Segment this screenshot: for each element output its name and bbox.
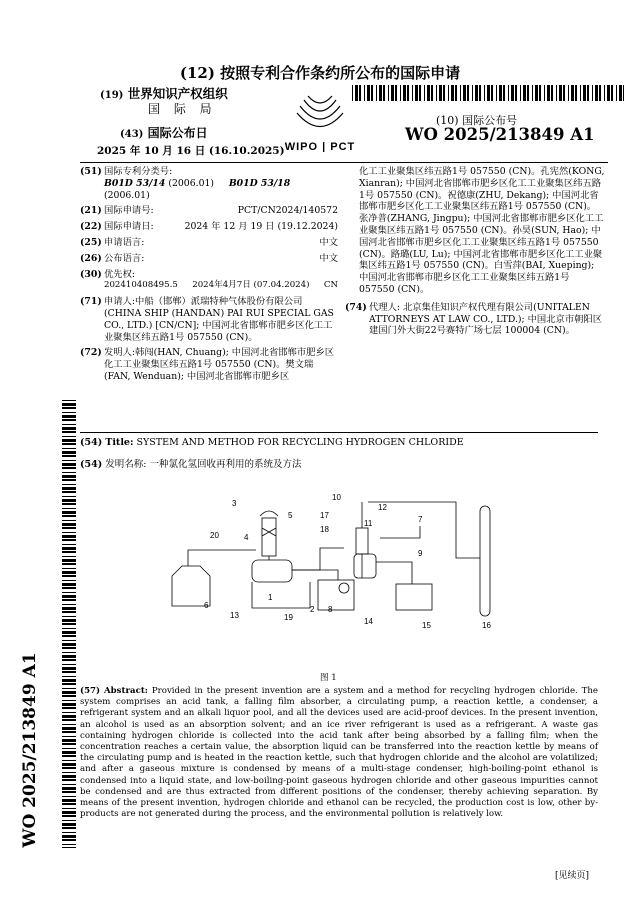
barcode-bar (62, 784, 76, 785)
barcode-bar (551, 85, 553, 101)
ipc-code-1: B01D 53/14 (104, 177, 166, 189)
field-74 (345, 302, 605, 337)
barcode-bar (62, 400, 76, 401)
field-number: (54) (80, 459, 103, 470)
field-label: 优先权: (104, 268, 136, 280)
barcode-bar (496, 85, 497, 101)
barcode-bar (62, 640, 76, 641)
barcode-bar (62, 539, 76, 541)
barcode-bar (623, 85, 624, 101)
barcode-bar (62, 655, 76, 658)
barcode-bar (580, 85, 581, 101)
barcode-bar (62, 832, 76, 833)
barcode-bar (455, 85, 457, 101)
barcode-bar (62, 659, 76, 661)
title-text: 一种氯化氢回收再利用的系统及方法 (149, 459, 302, 470)
barcode-bar (62, 556, 76, 557)
condenser-shape (356, 528, 368, 554)
figure-label-8: 8 (328, 605, 333, 614)
barcode-bar (62, 568, 76, 569)
pubno-label: (10) 国际公布号 (436, 114, 518, 127)
barcode-bar (563, 85, 565, 101)
barcode-bar (463, 85, 466, 101)
barcode-bar (62, 475, 76, 478)
ipc-date-1: (2006.01) (168, 177, 215, 189)
barcode-bar (62, 647, 76, 649)
barcode-bar (62, 575, 76, 577)
figure-label-15: 15 (422, 621, 431, 630)
barcode-bar (523, 85, 526, 101)
barcode-bar (62, 559, 76, 562)
field-number: (54) (80, 437, 103, 448)
reaction-kettle-shape (354, 554, 376, 578)
barcode-bar (547, 85, 550, 101)
barcode-bar (62, 443, 76, 445)
barcode-bar (407, 85, 409, 101)
filing-date: 2024 年 12 月 19 日 (19.12.2024) (184, 221, 338, 233)
figure-label-6: 6 (204, 601, 209, 610)
barcode-bar (592, 85, 593, 101)
barcode-bar (62, 496, 76, 497)
barcode-bar (62, 844, 76, 845)
field-21 (80, 205, 338, 217)
barcode-bar (62, 544, 76, 545)
barcode-bar (62, 767, 76, 769)
priority-country: CN (323, 280, 338, 291)
barcode-bar (62, 415, 76, 418)
barcode-bar (508, 85, 509, 101)
figure-label-2: 2 (310, 605, 315, 614)
priority-date: 2024年4月7日 (07.04.2024) (192, 280, 310, 291)
barcode-bar (491, 85, 493, 101)
bibliographic-right-column (345, 166, 605, 341)
barcode-bar (400, 85, 401, 101)
barcode-bar (62, 515, 76, 517)
barcode-bar (62, 484, 76, 485)
barcode-bar (62, 703, 76, 706)
barcode-bar (527, 85, 529, 101)
figure-label-20: 20 (210, 531, 219, 540)
field-30 (80, 269, 338, 293)
barcode-bar (62, 455, 76, 457)
barcode-bar (599, 85, 601, 101)
barcode-bar (436, 85, 437, 101)
barcode-bar (62, 712, 76, 713)
barcode-bar (539, 85, 541, 101)
barcode-bar (607, 85, 610, 101)
barcode-bar (619, 85, 622, 101)
barcode-bar (487, 85, 490, 101)
barcode-bar (448, 85, 449, 101)
inventors-text: 发明人:韩闯(HAN, Chuang); 中国河北省邯郸市肥乡区化工工业聚集区纬五路1号 057550 (CN)。樊文瑞(FAN, Wenduan); 中国河北省邯郸市肥乡区 (104, 347, 335, 382)
barcode-bar (587, 85, 589, 101)
barcode-bar (403, 85, 406, 101)
barcode-bar (575, 85, 577, 101)
barcode-bar (460, 85, 461, 101)
barcode-bar (379, 85, 382, 101)
barcode-bar (544, 85, 545, 101)
barcode-bar (62, 743, 76, 745)
barcode-bar (62, 635, 76, 637)
barcode-bar (391, 85, 394, 101)
barcode-bar (62, 424, 76, 425)
barcode-bar (62, 671, 76, 673)
barcode-bar (352, 85, 353, 101)
figure-label-14: 14 (364, 617, 373, 626)
logo-text: WIPO | PCT (284, 141, 356, 152)
field-26 (80, 253, 338, 265)
barcode-bar (62, 664, 76, 665)
field-label: 国际申请日: (104, 221, 154, 233)
barcode-bar (62, 815, 76, 817)
field-label: 国际申请号: (104, 205, 154, 217)
barcode-bar (427, 85, 430, 101)
barcode-bar (62, 775, 76, 778)
barcode-bar (376, 85, 377, 101)
agent-text: 代理人: 北京集佳知识产权代理有限公司(UNITALEN ATTORNEYS AT LAW CO., LTD.); 中国北京市朝阳区建国门外大街22号赛特广场七层 100004 (CN)。 (369, 301, 603, 337)
figure-label-3: 3 (232, 499, 237, 508)
barcode-bar (62, 691, 76, 694)
priority-number: 202410408495.5 (104, 280, 178, 291)
field-number: (22) (80, 221, 102, 233)
inventors-continued: 化工工业聚集区纬五路1号 057550 (CN)。孔宪然(KONG, Xianran); 中国河北省邯郸市肥乡区化工工业聚集区纬五路1号 057550 (CN)。祝德康(ZHU, Dekang); 中国河北省邯郸市肥乡区化工工业聚集区纬五路1号 057550 (CN)。张净普(ZHANG, Jingpu); 中国河北省邯郸市肥乡区化工工业聚集区纬五路1号 057550 (CN)。孙昊(SUN, Hao); 中国河北省邯郸市肥乡区化工工业聚集区纬五路1号 057550 (CN)。路璐(LU, Lu); 中国河北省邯郸市肥乡区化工工业聚集区纬五路1号 057550 (CN)。白雪萍(BAI, Xueping); 中国河北省邯郸市肥乡区化工工业聚集区纬五路1号 057550 (CN)。 (359, 166, 605, 295)
barcode-bar (443, 85, 445, 101)
barcode-bar (62, 715, 76, 718)
barcode-bar (62, 763, 76, 766)
barcode-bar (383, 85, 385, 101)
barcode-bar (364, 85, 365, 101)
barcode-bar (62, 628, 76, 629)
applicant-text: 申请人:中船（邯郸）派瑞特种气体股份有限公司(CHINA SHIP (HANDAN) PAI RUI SPECIAL GAS CO., LTD.) [CN/CN]; 中国河北省邯郸市肥乡区化工工业聚集区纬五路1号 057550 (CN)。 (104, 296, 334, 343)
org-field-number: (19) (100, 90, 124, 101)
barcode-bar (62, 779, 76, 781)
wipo-logo (264, 92, 376, 152)
barcode-bar (535, 85, 538, 101)
abstract-label: Abstract: (104, 686, 148, 696)
barcode-bar (419, 85, 421, 101)
field-22 (80, 221, 338, 233)
application-number: PCT/CN2024/140572 (237, 205, 338, 217)
barcode-bar (484, 85, 485, 101)
barcode-bar (568, 85, 569, 101)
figure-label-5: 5 (288, 511, 293, 520)
title-text: SYSTEM AND METHOD FOR RECYCLING HYDROGEN CHLORIDE (136, 437, 464, 448)
barcode-bar (556, 85, 557, 101)
barcode-bar (604, 85, 605, 101)
barcode-bar (62, 827, 76, 829)
barcode-bar (62, 803, 76, 805)
barcode-bar (62, 508, 76, 509)
barcode-bar (62, 580, 76, 581)
barcode-bar (62, 583, 76, 586)
barcode-bar (62, 532, 76, 533)
barcode-bar (62, 623, 76, 625)
barcode-bar (503, 85, 505, 101)
barcode-bar (479, 85, 481, 101)
field-25 (80, 237, 338, 249)
barcode-bar (511, 85, 514, 101)
barcode-bar (62, 427, 76, 430)
barcode-bar (62, 431, 76, 433)
barcode-bar (431, 85, 433, 101)
filing-language: 中文 (319, 236, 338, 248)
barcode-bar (62, 695, 76, 697)
barcode-bar (571, 85, 574, 101)
field-51 (80, 166, 338, 201)
publication-language: 中文 (319, 252, 338, 264)
barcode-bar (62, 407, 76, 409)
barcode-bar (62, 547, 76, 550)
figure-label-12: 12 (378, 503, 387, 512)
barcode-bar (62, 616, 76, 617)
barcode-bar (62, 683, 76, 685)
title-english (80, 437, 464, 448)
barcode-bar (62, 652, 76, 653)
barcode-bar (62, 599, 76, 601)
barcode-bar (62, 520, 76, 521)
barcode-bar (412, 85, 413, 101)
barcode-bar (62, 412, 76, 413)
barcode-bar (62, 811, 76, 814)
title-chinese (80, 456, 302, 470)
figure-label-4: 4 (244, 533, 249, 542)
figure-label-1: 1 (268, 593, 273, 602)
barcode-bar (62, 439, 76, 442)
barcode-bar (499, 85, 502, 101)
ipc-code-2: B01D 53/18 (228, 177, 291, 189)
title-label: Title: (105, 437, 134, 448)
barcode-bar (62, 676, 76, 677)
barcode-bar (62, 499, 76, 502)
barcode-bar (424, 85, 425, 101)
barcode-bar (62, 592, 76, 593)
barcode-bar (395, 85, 397, 101)
barcode-bar (415, 85, 418, 101)
pubdate-value: 2025 年 10 月 16 日 (16.10.2025) (97, 145, 285, 157)
field-number: (26) (80, 252, 102, 264)
barcode-bar (62, 463, 76, 466)
barcode-bar (62, 835, 76, 838)
unit-8-shape (318, 580, 354, 610)
field-number: (30) (80, 268, 102, 280)
barcode-bar (62, 799, 76, 802)
barcode-bar (62, 772, 76, 773)
barcode-bar (62, 847, 76, 848)
barcode-bar (62, 679, 76, 682)
pubno-value: WO 2025/213849 A1 (405, 125, 595, 144)
barcode-bar (62, 551, 76, 553)
figure-caption: 图 1 (320, 673, 337, 683)
barcode-bar (62, 667, 76, 670)
barcode-bar (62, 707, 76, 709)
absorber-shape (262, 518, 276, 556)
field-number: (71) (80, 296, 102, 308)
unit-15-shape (396, 584, 432, 610)
barcode-bar (62, 755, 76, 757)
barcode-bar (62, 631, 76, 634)
barcode-bar (62, 595, 76, 598)
patent-figure (160, 488, 510, 638)
field-72 (80, 347, 338, 382)
wipo-emblem-icon (297, 96, 343, 127)
barcode-bar (62, 460, 76, 461)
figure-label-18: 18 (320, 525, 329, 534)
barcode-top (352, 85, 624, 101)
pubdate-label (120, 124, 208, 141)
abstract (80, 686, 598, 820)
barcode-bar (62, 643, 76, 646)
barcode-bar (62, 787, 76, 790)
field-number: (21) (80, 205, 102, 217)
field-71 (80, 296, 338, 343)
barcode-bar (388, 85, 389, 101)
barcode-bar (62, 791, 76, 793)
figure-label-19: 19 (284, 613, 293, 622)
barcode-bar (62, 748, 76, 749)
barcode-bar (62, 523, 76, 526)
barcode-bar (62, 760, 76, 761)
barcode-bar (367, 85, 370, 101)
barcode-bar (611, 85, 613, 101)
barcode-bar (359, 85, 361, 101)
barcode-bar (62, 619, 76, 622)
figure-label-17: 17 (320, 511, 329, 520)
document-title: (12) 按照专利合作条约所公布的国际申请 (179, 64, 461, 82)
barcode-bar (595, 85, 598, 101)
barcode-bar (62, 719, 76, 721)
barcode-bar (62, 700, 76, 701)
barcode-bar (62, 467, 76, 469)
pubdate-field-number: (43) (120, 129, 144, 140)
tank-shape (252, 560, 292, 582)
barcode-bar (451, 85, 454, 101)
barcode-bar (62, 607, 76, 610)
barcode-bar (62, 563, 76, 565)
barcode-bar (62, 727, 76, 730)
bibliographic-left-column (80, 166, 338, 387)
figure-label-7: 7 (418, 515, 423, 524)
barcode-bar (472, 85, 473, 101)
field-number: (57) (80, 686, 101, 696)
org-name-line1: 世界知识产权组织 (127, 86, 228, 101)
field-number: (51) (80, 166, 102, 177)
side-publication-number: WO 2025/213849 A1 (20, 652, 40, 848)
pubdate-label-text: 国际公布日 (147, 126, 208, 140)
figure-label-11: 11 (364, 519, 373, 528)
figure-label-13: 13 (230, 611, 239, 620)
field-label: 申请语言: (104, 236, 145, 248)
barcode-bar (62, 571, 76, 574)
barcode-bar (62, 823, 76, 826)
barcode-bar (62, 472, 76, 473)
title-divider (80, 432, 598, 433)
barcode-bar (62, 419, 76, 421)
figure-label-16: 16 (482, 621, 491, 630)
barcode-bar (62, 796, 76, 797)
barcode-bar (62, 451, 76, 454)
barcode-bar (62, 503, 76, 505)
figure-label-10: 10 (332, 493, 341, 502)
field-number: (72) (80, 347, 102, 359)
barcode-bar (62, 808, 76, 809)
barcode-bar (62, 751, 76, 754)
barcode-bar (515, 85, 517, 101)
barcode-bar (532, 85, 533, 101)
field-number: (74) (345, 301, 367, 313)
barcode-bar (467, 85, 469, 101)
barcode-bar (62, 724, 76, 725)
barcode-bar (475, 85, 478, 101)
barcode-bar (62, 448, 76, 449)
title-label: 发明名称: (105, 459, 147, 470)
barcode-bar (62, 587, 76, 589)
barcode-bar (62, 839, 76, 841)
barcode-bar (62, 611, 76, 613)
barcode-bar (62, 527, 76, 529)
barcode-bar (62, 731, 76, 733)
barcode-bar (62, 688, 76, 689)
org-name-line2: 国 际 局 (148, 102, 217, 116)
barcode-bar (62, 820, 76, 821)
barcode-bar (559, 85, 562, 101)
barcode-bar (583, 85, 586, 101)
field-number: (25) (80, 236, 102, 248)
barcode-bar (62, 487, 76, 490)
continued-note: [见续页] (555, 871, 590, 881)
barcode-bar (62, 604, 76, 605)
alkali-column-shape (480, 506, 490, 616)
barcode-bar (355, 85, 358, 101)
pump-shape (339, 583, 349, 593)
barcode-bar (62, 436, 76, 437)
figure-label-9: 9 (418, 549, 423, 558)
barcode-bar (616, 85, 617, 101)
field-label: 公布语言: (104, 252, 145, 264)
barcode-bar (62, 511, 76, 514)
barcode-bar (62, 403, 76, 406)
abstract-text: Provided in the present invention are a system and a method for recycling hydrogen chloride. The system comprises an acid tank, a falling film absorber, a circulating pump, a reaction kettle, a condenser, a refrigerant system and an alkali liquor pool, and all the devices used are acid-proof devices. In the present invention, an alcohol is used as an absorption solvent; and an ice river refrigerant is used as a refrigerant. A waste gas containing hydrogen chloride is collected into the acid tank after being absorbed by a falling film; when the concentration reaches a certain value, the absorption liquid can be transferred into the reaction kettle by means of the circulating pump and is heated in the reaction kettle, such that hydrogen chloride and the alcohol are volatilized; and after a gaseous mixture is condensed by means of a multi-stage condenser, high-boiling-point ethanol is condensed into a liquid state, and low-boiling-point gaseous hydrogen chloride and other gaseous impurities cannot be condensed and are thus extracted from different positions of the condenser, thereby achieving separation. By means of the present invention, hydrogen chloride and ethanol can be recycled, the production cost is low, other by-products are not generated during the process, and the environmental pollution is relatively low. (80, 686, 599, 820)
barcode-bar (371, 85, 373, 101)
barcode-bar (62, 491, 76, 493)
side-barcode (62, 400, 76, 848)
barcode-bar (62, 736, 76, 737)
ipc-date-2: (2006.01) (104, 189, 150, 201)
barcode-bar (520, 85, 521, 101)
barcode-bar (62, 739, 76, 742)
acid-tank-shape (172, 566, 210, 606)
header-divider (80, 162, 608, 163)
field-label: 国际专利分类号: (104, 166, 173, 177)
barcode-bar (439, 85, 442, 101)
barcode-bar (62, 479, 76, 481)
barcode-bar (62, 535, 76, 538)
